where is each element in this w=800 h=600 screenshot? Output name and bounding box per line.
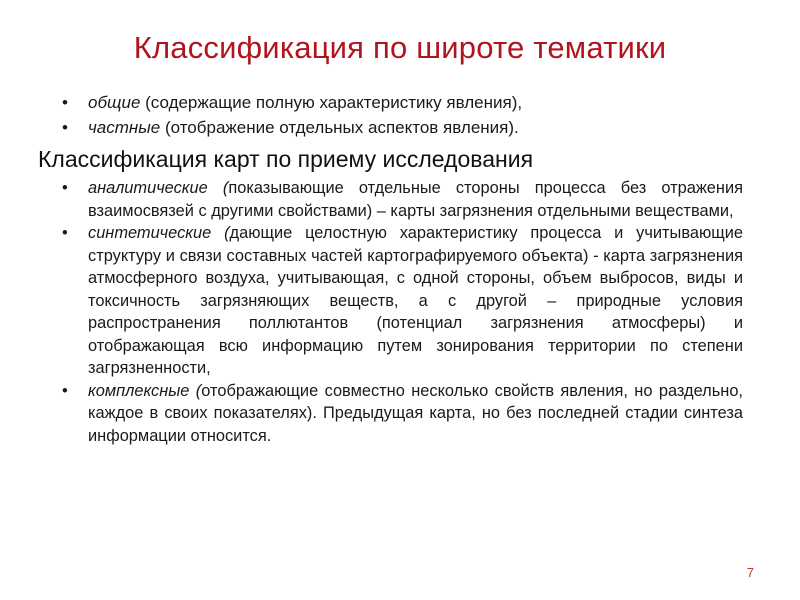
- term: синтетические (: [88, 224, 230, 242]
- list-item: [50, 90, 750, 115]
- list-item: [50, 177, 743, 222]
- term: аналитические (: [88, 179, 229, 197]
- list-item: [50, 380, 743, 448]
- term: общие: [88, 93, 141, 112]
- term-description: отображающие совместно несколько свойств явления, но раздельно, каждое в своих показателях). Предыдущая карта, но без последней стадии синтеза информации относится.: [88, 381, 743, 445]
- term-description: дающие целостную характеристику процесса и учитывающие структуру и связи составных частей картографируемого объекта) - карта загрязнения атмосферного воздуха, учитывающая, с одной стороны, объем выбросов, виды и токсичность загрязняющих веществ, а с другой – природные условия распространения поллютантов (потенциал загрязнения атмосферы) и отображающая всю информацию путем зонирования территории по степени загрязненности,: [88, 224, 744, 377]
- list-item: [50, 222, 743, 380]
- bullet: •: [62, 93, 68, 112]
- section-subheading: Классификация карт по приему исследования: [38, 146, 534, 172]
- term: комплексные (: [88, 381, 202, 400]
- page-number: 7: [746, 565, 754, 580]
- term: частные: [88, 118, 161, 137]
- bullet: •: [62, 118, 68, 137]
- list-item: [50, 115, 750, 140]
- method-classification-list: [50, 177, 743, 447]
- scope-classification-list: [50, 90, 750, 140]
- slide-title: Классификация по широте тематики: [133, 30, 667, 65]
- bullet: •: [62, 179, 68, 197]
- bullet: •: [62, 224, 68, 242]
- term-description: показывающие отдельные стороны процесса без отражения взаимосвязей с другими свойствами) – карты загрязнения отдельными веществами,: [88, 179, 743, 220]
- term-description: (отображение отдельных аспектов явления).: [160, 118, 519, 137]
- bullet: •: [62, 381, 68, 400]
- term-description: (содержащие полную характеристику явления),: [140, 93, 523, 112]
